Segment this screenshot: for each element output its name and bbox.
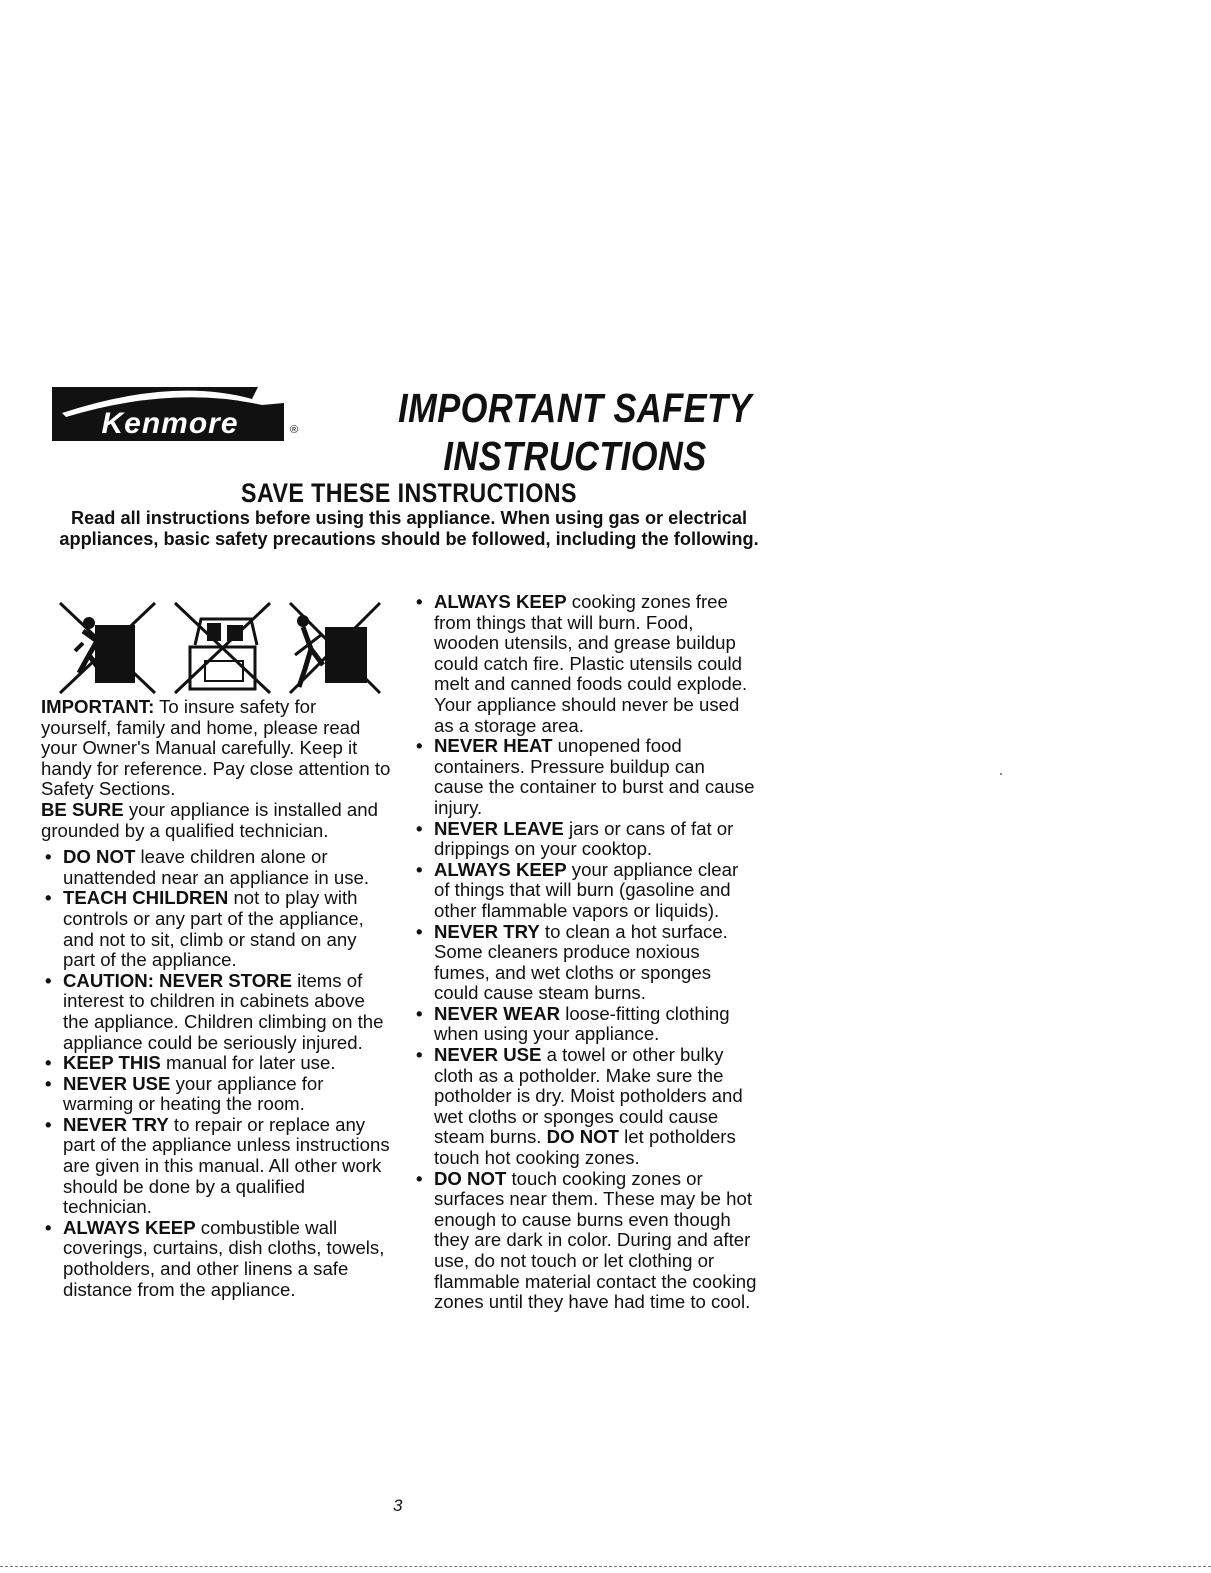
besure-label: BE SURE (41, 798, 124, 820)
registered-mark: ® (290, 424, 299, 436)
bullet-lead: NEVER USE (63, 1072, 171, 1094)
list-item (412, 860, 757, 922)
bullet-lead: NEVER HEAT (434, 735, 553, 757)
list-item (41, 1074, 391, 1115)
bullet-lead: NEVER LEAVE (434, 817, 564, 839)
save-heading: SAVE THESE INSTRUCTIONS (241, 478, 577, 508)
bullet-lead: TEACH CHILDREN (63, 887, 229, 909)
bullet-text: let potholders touch hot cooking zones. (434, 1126, 736, 1169)
no-child-on-appliance-icon (290, 603, 380, 693)
title-line-1: IMPORTANT SAFETY (398, 385, 752, 431)
list-item (412, 736, 757, 818)
bullet-text: items of interest to children in cabinets above the appliance. Children climbing on the appliance could be seriously injured. (63, 969, 384, 1053)
bullet-text: combustible wall coverings, curtains, dish cloths, towels, potholders, and other linens a safe distance from the appliance. (63, 1216, 385, 1300)
bullet-text: manual for later use. (160, 1052, 336, 1074)
bullet-lead: CAUTION: NEVER STORE (63, 969, 292, 991)
list-item (41, 1053, 391, 1074)
besure-paragraph (41, 800, 391, 841)
bullet-text: not to play with controls or any part of the appliance, and not to sit, climb or stand on any part of the appliance. (63, 887, 364, 971)
bullet-lead: DO NOT (434, 1167, 507, 1189)
no-child-climbing-icon (60, 603, 155, 693)
bullet-text: touch cooking zones or surfaces near them. These may be hot enough to cause burns even though they are dark in color. During and after use, do not touch or let clothing or flammable material contact the cooking zones until they have had time to cool. (434, 1167, 757, 1313)
bullet-text: leave children alone or unattended near an appliance in use. (63, 846, 370, 888)
bullet-lead: NEVER TRY (434, 920, 540, 942)
bullet-text: loose-fitting clothing when using your appliance. (434, 1002, 730, 1045)
list-item (412, 1169, 757, 1313)
list-item (412, 819, 757, 860)
scan-edge-line (0, 1566, 1211, 1567)
bullet-text: your appliance clear of things that will burn (gasoline and other flammable vapors or liquids). (434, 858, 739, 921)
bullet-text: unopened food containers. Pressure buildup can cause the container to burst and cause injury. (434, 735, 755, 818)
logo-text: Kenmore (101, 407, 239, 440)
bullet-text: to clean a hot surface. Some cleaners produce noxious fumes, and wet cloths or sponges could cause steam burns. (434, 920, 728, 1004)
list-item (412, 1045, 757, 1169)
no-storage-icon (175, 603, 270, 693)
bullet-lead: DO NOT (546, 1126, 619, 1148)
bullet-lead: DO NOT (63, 846, 136, 868)
important-paragraph (41, 697, 391, 800)
bullet-lead: ALWAYS KEEP (434, 591, 567, 612)
intro-text: Read all instructions before using this appliance. When using gas or electrical appliances, basic safety precautions should be followed, including the following. (59, 508, 759, 549)
bullet-lead: NEVER WEAR (434, 1002, 561, 1024)
left-column (41, 697, 391, 1300)
bullet-text: a towel or other bulky cloth as a potholder. Make sure the potholder is dry. Moist potholders and wet cloths or sponges could cause steam burns. (434, 1044, 743, 1148)
list-item (41, 888, 391, 970)
list-item (41, 847, 391, 888)
kenmore-logo (52, 383, 284, 441)
title-line-2: INSTRUCTIONS (443, 433, 707, 479)
list-item (412, 922, 757, 1004)
bullet-text: jars or cans of fat or drippings on your cooktop. (434, 817, 734, 860)
scan-speck (1000, 773, 1002, 775)
page-title (394, 384, 755, 480)
list-item (412, 592, 757, 736)
list-item (412, 1004, 757, 1045)
besure-text: your appliance is installed and grounded by a qualified technician. (41, 798, 378, 841)
bullet-text: to repair or replace any part of the appliance unless instructions are given in this manual. All other work should be done by a qualified technician. (63, 1113, 390, 1218)
right-column (412, 592, 757, 1313)
bullet-lead: ALWAYS KEEP (63, 1216, 196, 1238)
important-label: IMPORTANT: (41, 696, 155, 717)
bullet-text: your appliance for warming or heating the room. (63, 1072, 324, 1115)
warning-icons (55, 595, 385, 695)
list-item (41, 1218, 391, 1300)
bullet-lead: NEVER USE (434, 1044, 542, 1066)
page-number: 3 (393, 1496, 403, 1515)
bullet-lead: NEVER TRY (63, 1113, 169, 1135)
list-item (41, 971, 391, 1053)
bullet-text: cooking zones free from things that will burn. Food, wooden utensils, and grease buildup could catch fire. Plastic utensils could melt and canned foods could explode. Your appliance should never be used as a storage area. (434, 591, 748, 736)
bullet-lead: KEEP THIS (63, 1052, 161, 1074)
list-item (41, 1115, 391, 1218)
important-text: To insure safety for yourself, family and home, please read your Owner's Manual carefully. Keep it handy for reference. Pay close attention to Safety Sections. (41, 696, 391, 800)
bullet-lead: ALWAYS KEEP (434, 858, 567, 880)
